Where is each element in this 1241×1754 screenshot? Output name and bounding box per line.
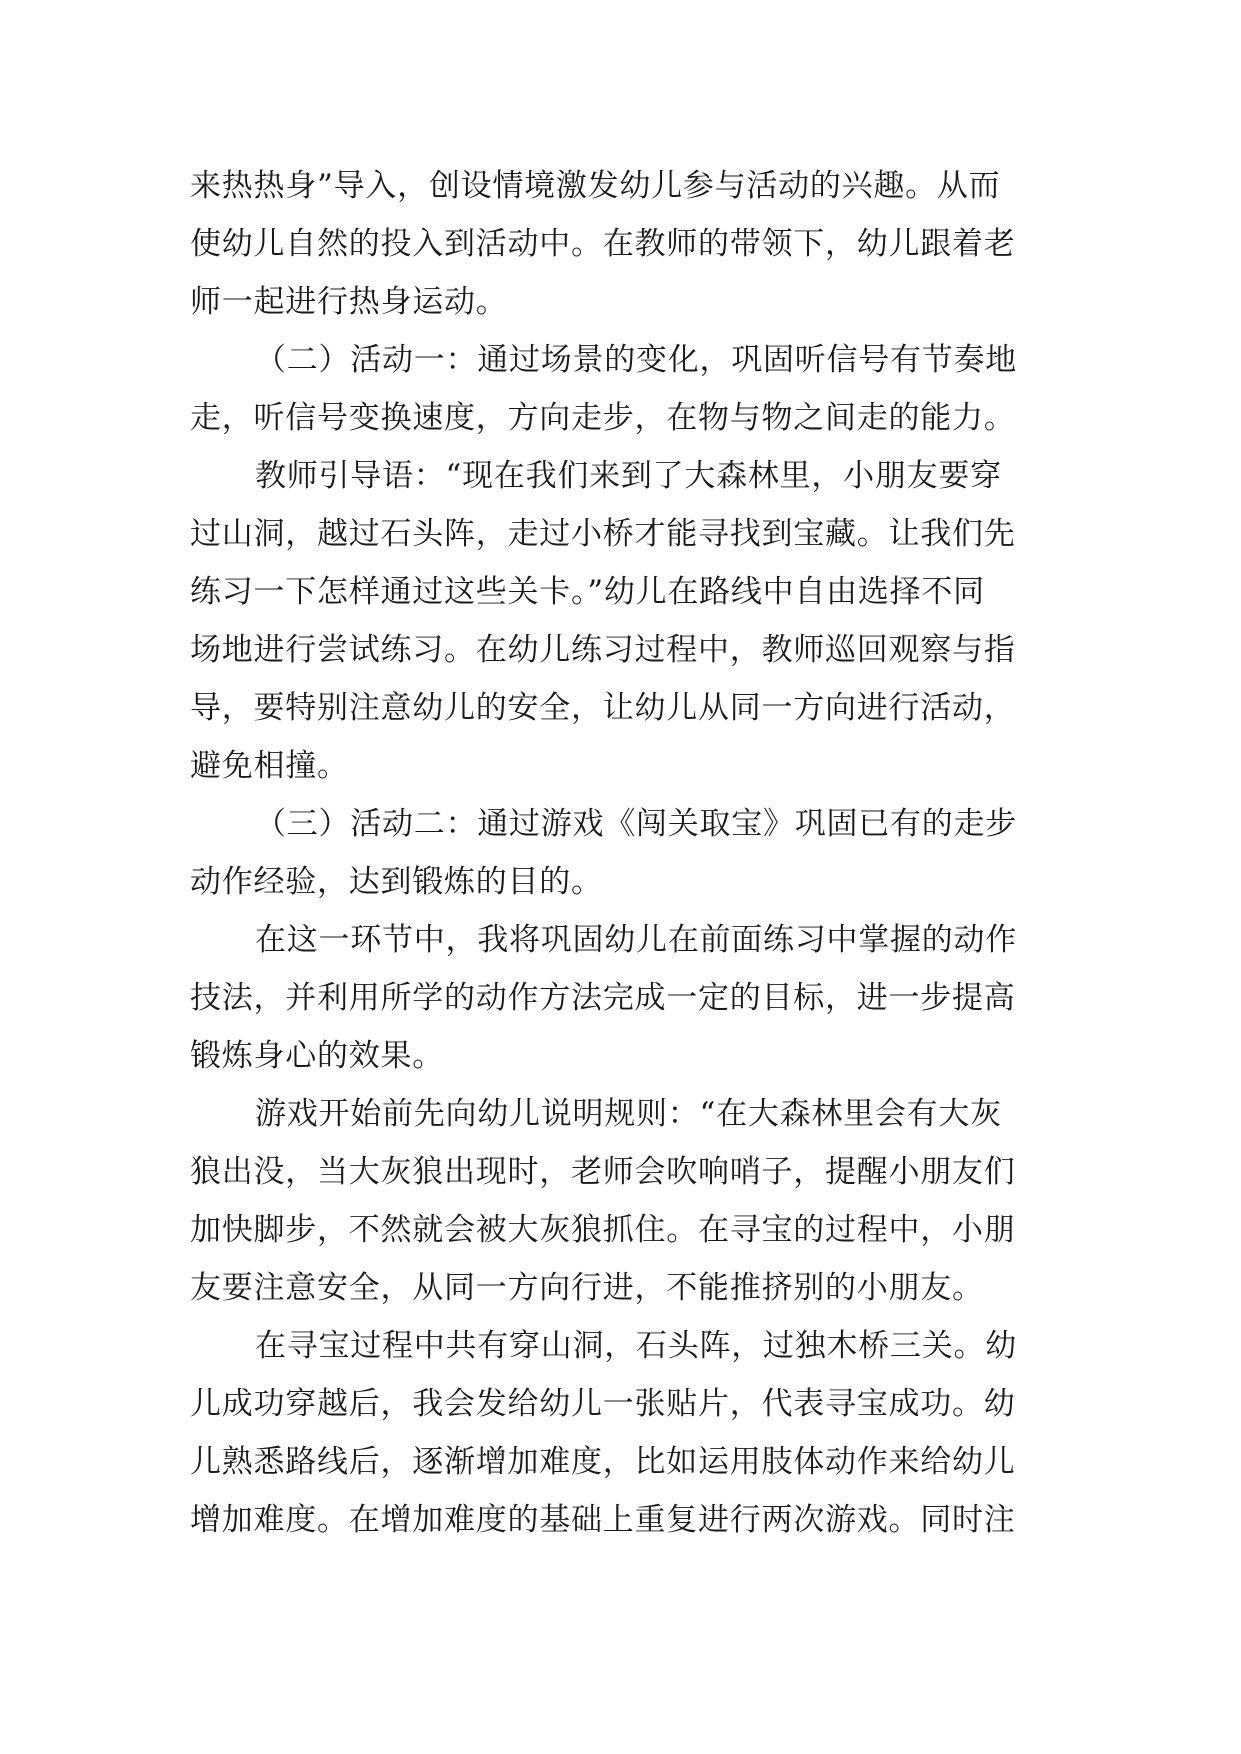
text-line: 技法，并利用所学的动作方法完成一定的目标，进一步提高	[190, 980, 1016, 1016]
text-line: 加快脚步，不然就会被大灰狼抓住。在寻宝的过程中，小朋	[190, 1212, 1016, 1248]
text-line: 走，听信号变换速度，方向走步，在物与物之间走的能力。	[190, 400, 1016, 436]
text-line: 教师引导语：“现在我们来到了大森林里，小朋友要穿	[255, 458, 1002, 494]
text-line: 师一起进行热身运动。	[190, 284, 508, 320]
text-line: 儿成功穿越后，我会发给幼儿一张贴片，代表寻宝成功。幼	[190, 1386, 1016, 1422]
text-line: 过山洞，越过石头阵，走过小桥才能寻找到宝藏。让我们先	[190, 516, 1016, 552]
text-line: 避免相撞。	[190, 748, 349, 784]
text-line: 来热热身”导入，创设情境激发幼儿参与活动的兴趣。从而	[190, 168, 1001, 204]
text-line: 儿熟悉路线后，逐渐增加难度，比如运用肢体动作来给幼儿	[190, 1444, 1016, 1480]
text-line: 狼出没，当大灰狼出现时，老师会吹响哨子，提醒小朋友们	[190, 1154, 1016, 1190]
text-line: 锻炼身心的效果。	[190, 1038, 444, 1074]
text-line: 场地进行尝试练习。在幼儿练习过程中，教师巡回观察与指	[190, 632, 1016, 668]
paragraph-heading-activity-two: （三）活动二：通过游戏《闯关取宝》巩固已有的走步	[255, 806, 1017, 842]
text-line: 在寻宝过程中共有穿山洞，石头阵，过独木桥三关。幼	[255, 1328, 1017, 1364]
text-line: 游戏开始前先向幼儿说明规则：“在大森林里会有大灰	[255, 1096, 1002, 1132]
text-line: 友要注意安全，从同一方向行进，不能推挤别的小朋友。	[190, 1270, 984, 1306]
paragraph-heading-activity-one: （二）活动一：通过场景的变化，巩固听信号有节奏地	[255, 342, 1017, 378]
text-line: 导，要特别注意幼儿的安全，让幼儿从同一方向进行活动，	[190, 690, 1016, 726]
text-line: 在这一环节中，我将巩固幼儿在前面练习中掌握的动作	[255, 922, 1017, 958]
text-line: 练习一下怎样通过这些关卡。”幼儿在路线中自由选择不同	[190, 574, 985, 610]
text-line: 使幼儿自然的投入到活动中。在教师的带领下，幼儿跟着老	[190, 226, 1016, 262]
text-line: 增加难度。在增加难度的基础上重复进行两次游戏。同时注	[190, 1502, 1016, 1538]
text-line: 动作经验，达到锻炼的目的。	[190, 864, 603, 900]
